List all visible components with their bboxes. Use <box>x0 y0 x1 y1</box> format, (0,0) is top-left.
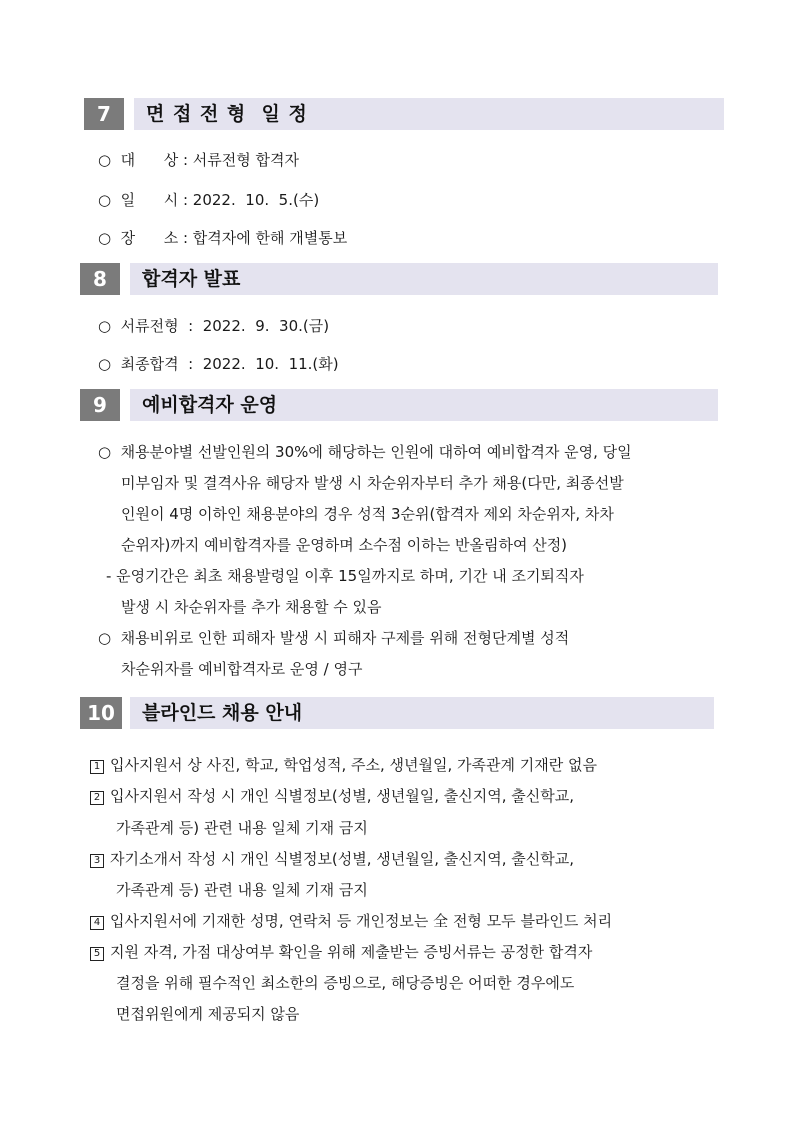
section-number: 7 <box>84 98 124 130</box>
reserve-line: - 운영기간은 최초 채용발령일 이후 15일까지로 하며, 기간 내 조기퇴직자 <box>106 567 584 585</box>
blind-item <box>90 911 612 931</box>
blind-item-cont: 면접위원에게 제공되지 않음 <box>116 1005 300 1023</box>
schedule-place: ○ 장 소 : 합격자에 한해 개별통보 <box>98 229 348 247</box>
blind-item <box>90 755 597 775</box>
blind-item-text: 입사지원서 작성 시 개인 식별정보(성별, 생년월일, 출신지역, 출신학교, <box>110 787 575 805</box>
reserve-line: 인원이 4명 이하인 채용분야의 경우 성적 3순위(합격자 제외 차순위자, 차차 <box>121 505 614 523</box>
blind-item-cont: 가족관계 등) 관련 내용 일체 기재 금지 <box>116 819 368 837</box>
item-marker: 4 <box>90 916 104 930</box>
section-title: 면 접 전 형 일 정 <box>134 98 724 130</box>
schedule-date: ○ 일 시 : 2022. 10. 5.(수) <box>98 191 320 209</box>
announce-document: ○ 서류전형 : 2022. 9. 30.(금) <box>98 317 330 335</box>
section-7-header <box>84 98 724 130</box>
blind-item-cont: 가족관계 등) 관련 내용 일체 기재 금지 <box>116 881 368 899</box>
blind-item-text: 입사지원서 상 사진, 학교, 학업성적, 주소, 생년월일, 가족관계 기재란 없음 <box>110 756 597 774</box>
reserve-line: 발생 시 차순위자를 추가 채용할 수 있음 <box>121 598 382 616</box>
reserve-line: 미부임자 및 결격사유 해당자 발생 시 차순위자부터 추가 채용(다만, 최종선발 <box>121 474 624 492</box>
reserve-line: 차순위자를 예비합격자로 운영 / 영구 <box>121 660 363 678</box>
section-title: 예비합격자 운영 <box>130 389 718 421</box>
reserve-line: ○ 채용분야별 선발인원의 30%에 해당하는 인원에 대하여 예비합격자 운영, 당일 <box>98 443 632 461</box>
reserve-line: 순위자)까지 예비합격자를 운영하며 소수점 이하는 반올림하여 산정) <box>121 536 568 554</box>
item-marker: 1 <box>90 760 104 774</box>
section-8-header <box>80 263 718 295</box>
reserve-line: ○ 채용비위로 인한 피해자 발생 시 피해자 구제를 위해 전형단계별 성적 <box>98 629 570 647</box>
item-marker: 2 <box>90 791 104 805</box>
blind-item <box>90 942 592 962</box>
section-number: 10 <box>80 697 122 729</box>
blind-item-cont: 결정을 위해 필수적인 최소한의 증빙으로, 해당증빙은 어떠한 경우에도 <box>116 974 575 992</box>
blind-item-text: 지원 자격, 가점 대상여부 확인을 위해 제출받는 증빙서류는 공정한 합격자 <box>110 943 593 961</box>
section-number: 9 <box>80 389 120 421</box>
blind-item <box>90 786 574 806</box>
item-marker: 3 <box>90 854 104 868</box>
section-number: 8 <box>80 263 120 295</box>
blind-item <box>90 849 574 869</box>
blind-item-text: 입사지원서에 기재한 성명, 연락처 등 개인정보는 全 전형 모두 블라인드 처리 <box>110 912 613 930</box>
announce-final: ○ 최종합격 : 2022. 10. 11.(화) <box>98 355 339 373</box>
section-title: 합격자 발표 <box>130 263 718 295</box>
section-10-header <box>80 697 714 729</box>
item-marker: 5 <box>90 947 104 961</box>
section-9-header <box>80 389 718 421</box>
schedule-target: ○ 대 상 : 서류전형 합격자 <box>98 151 300 169</box>
section-title: 블라인드 채용 안내 <box>130 697 714 729</box>
blind-item-text: 자기소개서 작성 시 개인 식별정보(성별, 생년월일, 출신지역, 출신학교, <box>110 850 575 868</box>
